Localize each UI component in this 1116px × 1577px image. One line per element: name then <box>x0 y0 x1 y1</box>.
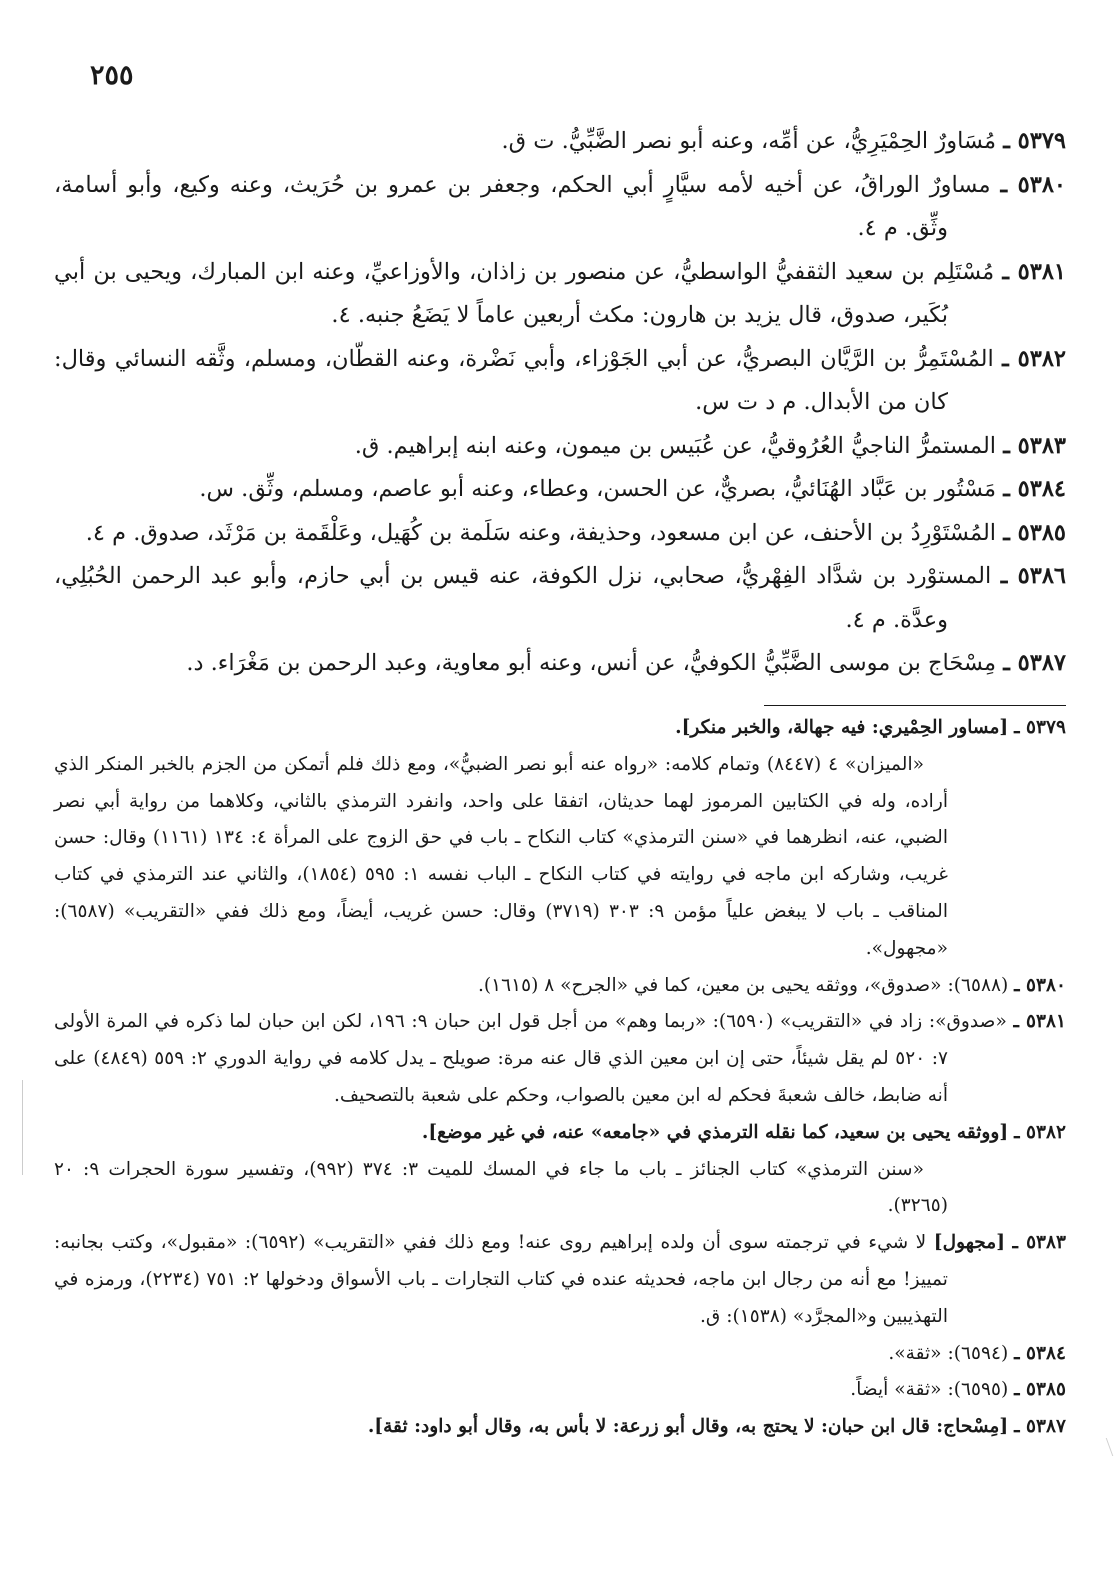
note-body: (٦٥٩٥): «ثقة» أيضاً. <box>850 1379 1009 1401</box>
entry-text: مُسَاورٌ الحِمْيَرِيُّ، عن أمِّه، وعنه أبو نصر الضَّبِّيُّ. ت ق. <box>501 128 997 154</box>
entry-number: ٥٣٨٦ ـ <box>1000 563 1066 589</box>
entry-text: مُسْتَلِم بن سعيد الثقفيُّ الواسطيُّ، عن منصور بن زاذان، والأوزاعيِّ، وعنه ابن المبارك، ويحيى بن أبي بُكَير، صدوق، قال يزيد بن هارون: مكث أربعين عاماً لا يَضَعُ جنبه. ٤. <box>54 258 995 328</box>
note-5381 <box>54 1004 1066 1114</box>
note-body: (٦٥٨٨): «صدوق»، ووثقه يحيى بن معين، كما في «الجرح» ٨ (١٦١٥). <box>477 974 1009 996</box>
entry-number: ٥٣٨٤ ـ <box>1003 476 1066 502</box>
note-number: ٥٣٧٩ ـ <box>1014 717 1066 738</box>
page-number: ٢٥٥ <box>90 60 134 91</box>
entry-5380 <box>54 164 1066 251</box>
note-5387 <box>54 1409 1066 1446</box>
note-body: «صدوق»: زاد في «التقريب» (٦٥٩٠): «ربما وهم» من أجل قول ابن حبان ٩: ١٩٦، لكن ابن حبان لما ذكره في المرة الأولى ٧: ٥٢٠ لم يقل شيئاً، حتى إن ابن معين الذي قال عنه مرة: صويلح ـ يدل كلامه في رواية الدوري ٢: ٥٥٩ (٤٨٤٩) على أنه ضابط، خالف شعبةَ فحكم له ابن معين بالصواب، وحكم على شعبة بالتصحيف. <box>54 1011 1007 1106</box>
note-head: [ووثقه يحيى بن سعيد، كما نقله الترمذي في «جامعه» عنه، في غير موضع]. <box>421 1121 1009 1143</box>
entry-text: مِسْحَاج بن موسى الضَّبِّيُّ الكوفيُّ، عن أنس، وعنه أبو معاوية، وعبد الرحمن بن مَغْرَاء. د. <box>186 650 997 676</box>
entry-text: المستوْرد بن شدَّاد الفِهْريُّ، صحابي، نزل الكوفة، عنه قيس بن أبي حازم، وأبو عبد الرحمن الحُبُلِي، وعدَّة. م ٤. <box>54 563 992 633</box>
entry-5379 <box>54 120 1066 164</box>
entry-text: مساورٌ الوراقُ، عن أخيه لأمه سيَّارٍ أبي الحكم، وجعفر بن عمرو بن حُرَيث، وعنه وكيع، وأبو أسامة، وثِّق. م ٤. <box>54 171 991 241</box>
footnote-divider <box>764 705 1066 706</box>
entry-number: ٥٣٨٢ ـ <box>1002 345 1066 372</box>
note-number: ٥٣٨١ ـ <box>1013 1011 1066 1033</box>
entry-text: مَسْتُور بن عَبَّاد الهُنَائيُّ، بصريٌّ، عن الحسن، وعطاء، وعنه أبو عاصم، ومسلم، وثِّق. س. <box>199 476 997 502</box>
scan-gutter-mark <box>22 1080 23 1175</box>
note-body: «الميزان» ٤ (٨٤٤٧) وتمام كلامه: «رواه عنه أبو نصر الضبيُّ»، ومع ذلك فلم أتمكن من الجزم بالخبر المنكر الذي أراده، وله في الكتابين المرموز لهما حديثان، اتفقا على واحد، وانفرد الترمذي بالثاني، وكلاهما من رواية أبي نصر الضبي، عنه، انظرهما في «سنن الترمذي» كتاب النكاح ـ باب في حق الزوج على المرأة ٤: ١٣٤ (١١٦١) وقال: حسن غريب، وشاركه ابن ماجه في روايته في كتاب النكاح ـ الباب نفسه ١: ٥٩٥ (١٨٥٤)، والثاني عند الترمذي في كتاب المناقب ـ باب لا يبغض علياً مؤمن ٩: ٣٠٣ (٣٧١٩) وقال: حسن غريب، أيضاً، ومع ذلك ففي «التقريب» (٦٥٨٧): «مجهول». <box>54 753 948 959</box>
entry-5384 <box>54 468 1066 512</box>
entry-text: المُسْتَمِرُّ بن الرَّيَّان البصريُّ، عن أبي الجَوْزاء، وأبي نَضْرة، وعنه القطّان، ومسلم، وثَّقه النسائي وقال: كان من الأبدال. م د ت س. <box>54 345 994 415</box>
note-head: [مجهول] <box>933 1232 1006 1254</box>
entry-text: المستمرُّ الناجيُّ العُرُوقيُّ، عن عُبَيس بن ميمون، وعنه ابنه إبراهيم. ق. <box>354 432 997 459</box>
entry-5382 <box>54 338 1066 425</box>
note-number: ٥٣٨٣ ـ <box>1012 1232 1067 1254</box>
footnotes <box>54 710 1066 1446</box>
note-head: [مِسْحاج: قال ابن حبان: لا يحتج به، وقال أبو زرعة: لا بأس به، وقال أبو داود: ثقة]. <box>367 1416 1009 1438</box>
entry-number: ٥٣٨٥ ـ <box>1003 519 1066 546</box>
entry-5385 <box>54 512 1066 556</box>
entry-number: ٥٣٨٠ ـ <box>1000 171 1066 198</box>
entry-5383 <box>54 425 1066 469</box>
entry-number: ٥٣٧٩ ـ <box>1003 128 1066 154</box>
note-body: «سنن الترمذي» كتاب الجنائز ـ باب ما جاء في المسك للميت ٣: ٣٧٤ (٩٩٢)، وتفسير سورة الحجرات ٩: ٢٠ (٣٢٦٥). <box>54 1158 948 1217</box>
entry-5386 <box>54 555 1066 642</box>
note-number: ٥٣٨٠ ـ <box>1014 974 1066 996</box>
note-number: ٥٣٨٢ ـ <box>1014 1121 1066 1143</box>
note-5383 <box>54 1225 1066 1335</box>
entry-number: ٥٣٨٣ ـ <box>1003 432 1066 459</box>
note-body: (٦٥٩٤): «ثقة». <box>888 1342 1009 1364</box>
entry-5387 <box>54 642 1066 686</box>
note-number: ٥٣٨٤ ـ <box>1014 1342 1066 1364</box>
note-head: [مساور الحِمْيري: فيه جهالة، والخبر منكر]. <box>675 717 1009 738</box>
scan-corner-mark <box>1092 1438 1114 1456</box>
note-body: لا شيء في ترجمته سوى أن ولده إبراهيم روى عنه! ومع ذلك ففي «التقريب» (٦٥٩٢): «مقبول»، وكتب بجانبه: تمييز! مع أنه من رجال ابن ماجه، فحديثه عنده في كتاب التجارات ـ باب الأسواق ودخولها ٢: ٧٥١ (٢٢٣٤)، ورمزه في التهذيبين و«المجرَّد» (١٥٣٨): ق. <box>54 1232 948 1327</box>
note-5379 <box>54 710 1066 968</box>
main-entries <box>54 120 1066 686</box>
entry-text: المُسْتَوْرِدُ بن الأحنف، عن ابن مسعود، وحذيفة، وعنه سَلَمة بن كُهَيل، وعَلْقَمة بن مَرْثَد، صدوق. م ٤. <box>85 519 997 546</box>
note-number: ٥٣٨٥ ـ <box>1014 1379 1066 1401</box>
note-5380 <box>54 968 1066 1005</box>
entry-number: ٥٣٨٧ ـ <box>1003 650 1066 676</box>
note-5385 <box>54 1372 1066 1409</box>
entry-number: ٥٣٨١ ـ <box>1002 258 1067 285</box>
entry-5381 <box>54 251 1066 338</box>
note-5384 <box>54 1336 1066 1373</box>
note-number: ٥٣٨٧ ـ <box>1014 1416 1066 1438</box>
note-5382 <box>54 1115 1066 1225</box>
